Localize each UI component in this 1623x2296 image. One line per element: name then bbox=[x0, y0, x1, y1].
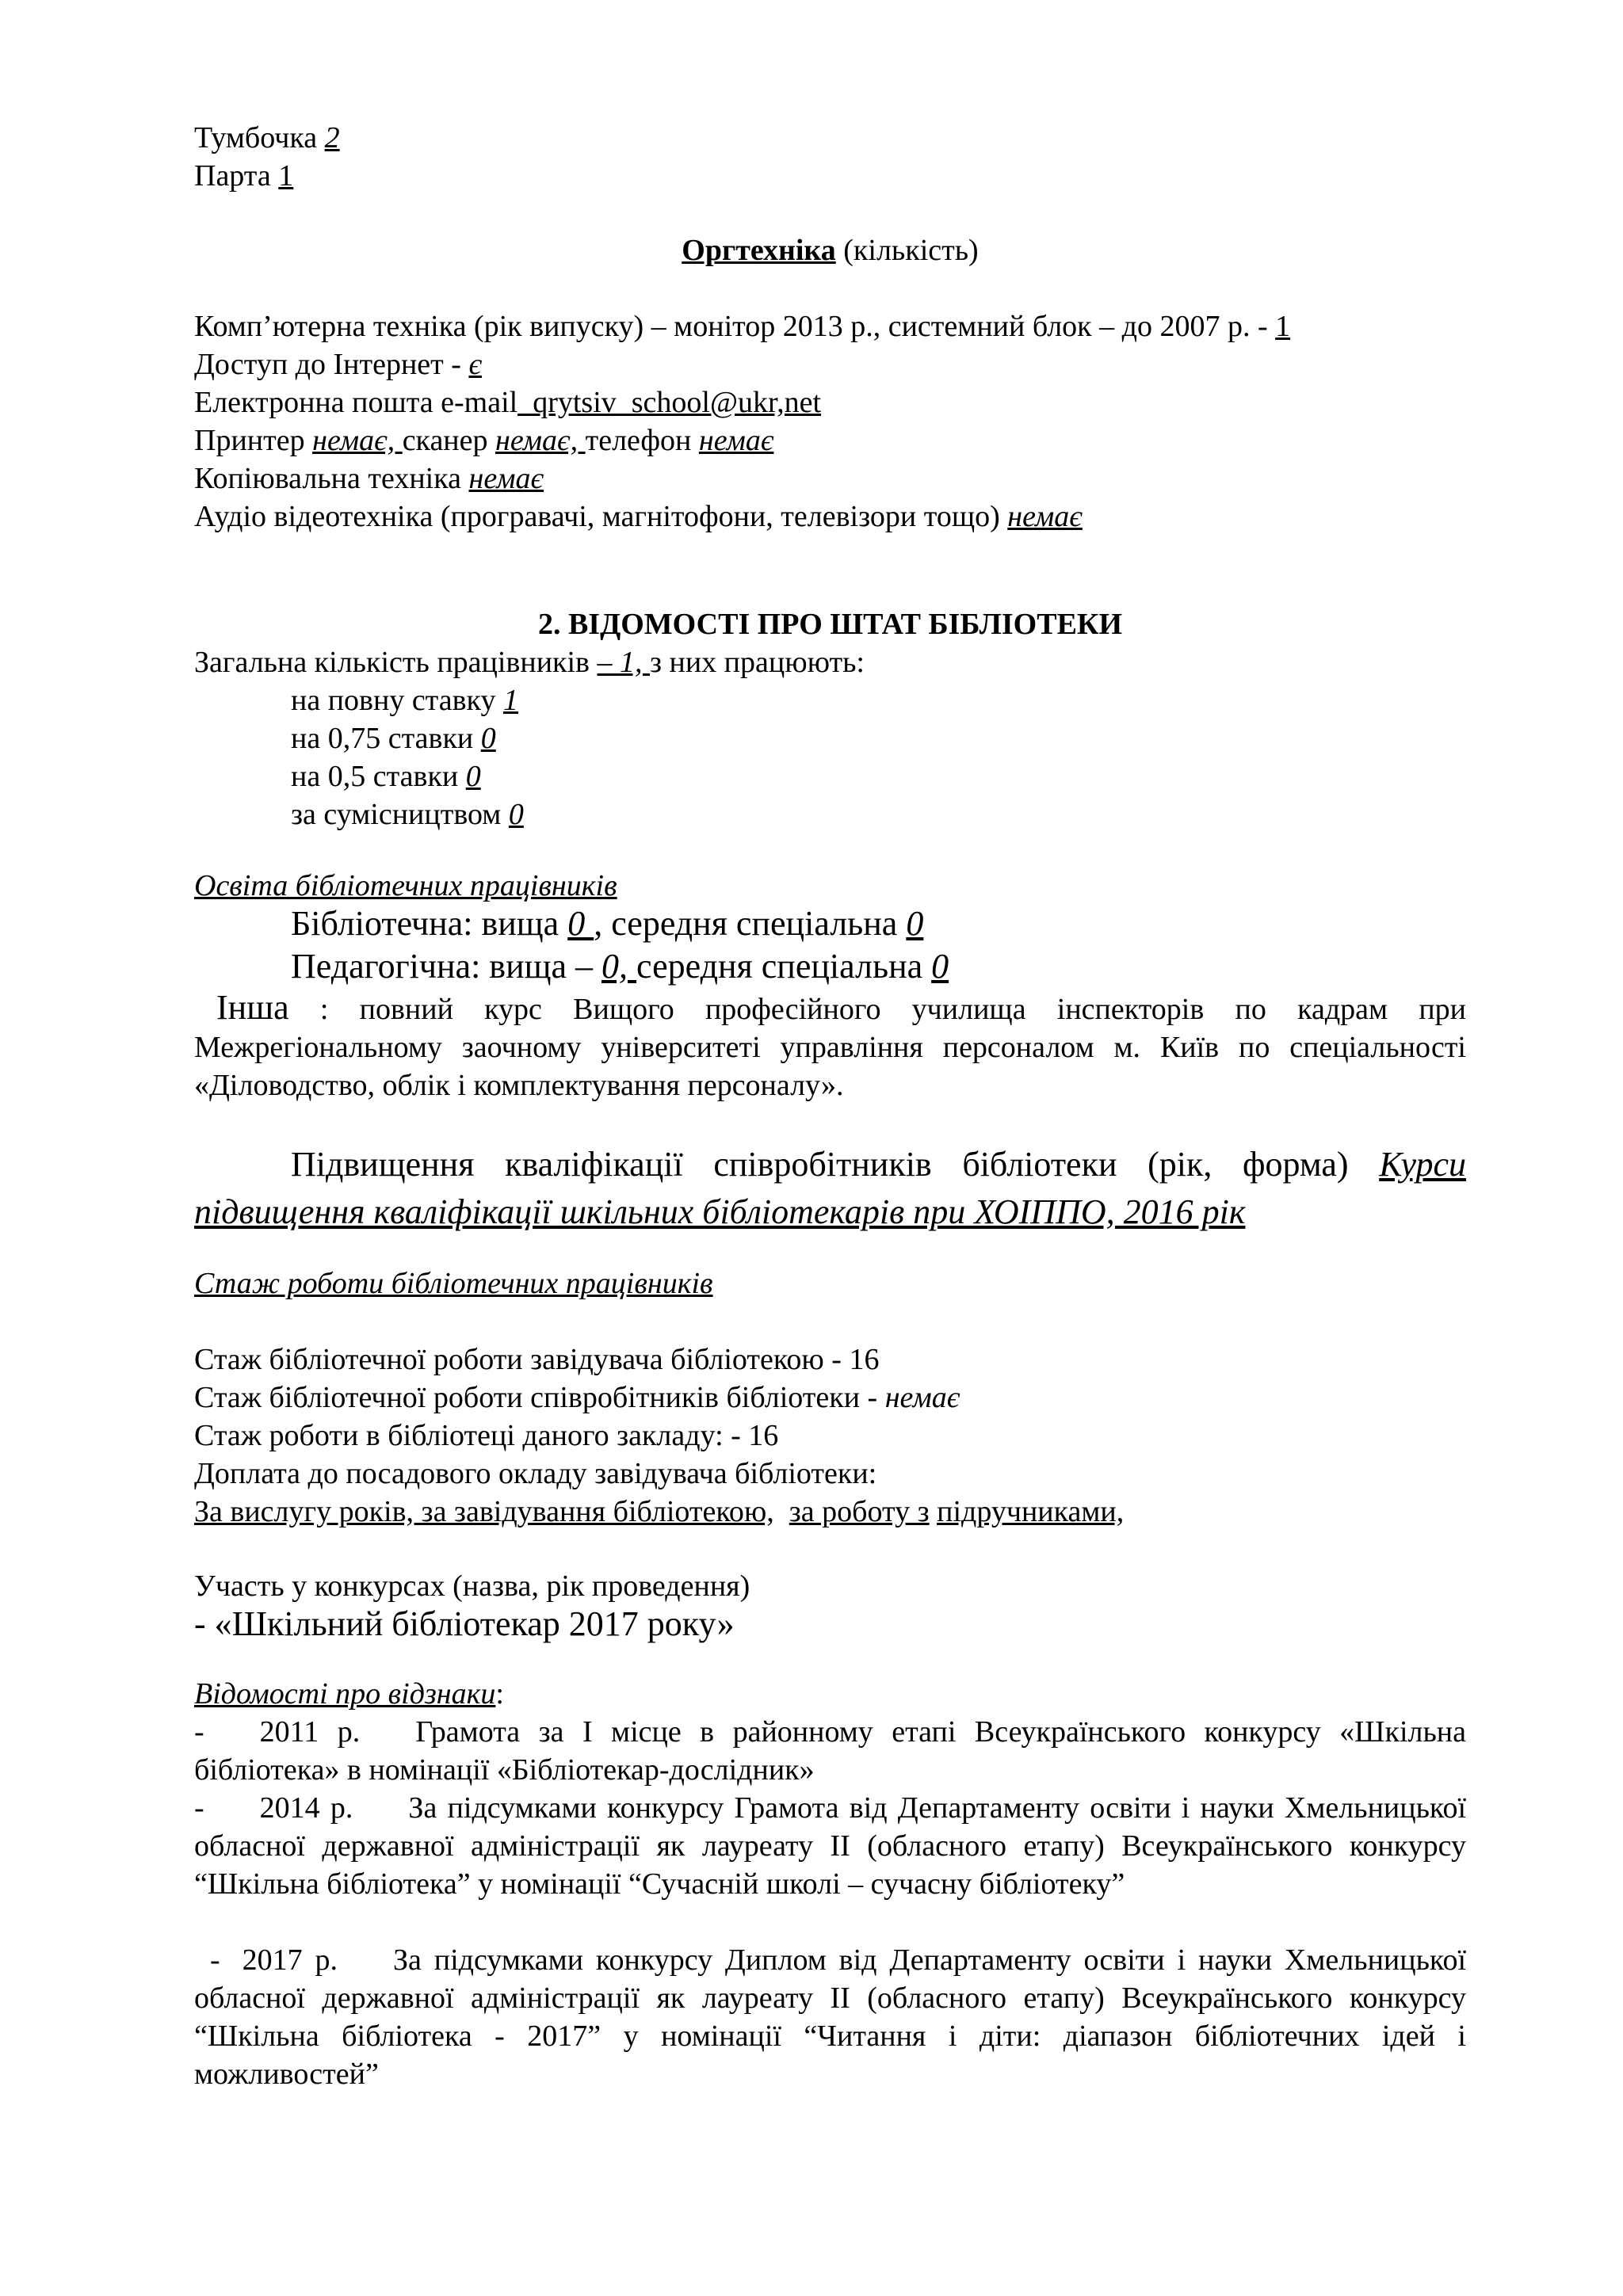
award-text: Грамота за І місце в районному етапі Всеукраїнського конкурсу «Шкільна бібліотека» в номінації «Бібліотекар-дослідник» bbox=[194, 1715, 1467, 1787]
staff-part-line bbox=[194, 795, 524, 833]
education-pedagogical-line bbox=[194, 944, 949, 989]
parta-label: Парта bbox=[194, 159, 279, 193]
qualification-label: Підвищення кваліфікації співробітників бібліотеки (рік, форма) bbox=[291, 1145, 1380, 1184]
scanner-value: немає, bbox=[495, 424, 586, 457]
phone-value: немає bbox=[698, 424, 774, 457]
contests-label: Участь у конкурсах (назва, рік проведення) bbox=[194, 1569, 750, 1603]
staff-full-value: 1 bbox=[503, 684, 518, 717]
bonus-details-line bbox=[194, 1493, 1124, 1531]
experience-heading: Стаж роботи бібліотечних працівників bbox=[194, 1267, 713, 1300]
email-line bbox=[194, 383, 821, 421]
awards-heading-colon: : bbox=[495, 1677, 504, 1711]
education-library-mid: 0 bbox=[906, 904, 924, 943]
av-label: Аудіо відеотехніка (програвачі, магнітофони, телевізори тощо) bbox=[194, 500, 1008, 533]
internet-label: Доступ до Інтернет - bbox=[194, 348, 469, 381]
awards-heading-text: Відомості про відзнаки bbox=[194, 1677, 496, 1711]
education-other-text: : повний курс Вищого професійного училища інспекторів по кадрам при Межрегіональному заочному університеті управління персоналом м. Київ по спеціальності «Діловодство, облік і комплектування персоналу». bbox=[194, 993, 1466, 1102]
education-library-line bbox=[194, 902, 923, 946]
awards-heading bbox=[194, 1675, 504, 1713]
staff-total-line bbox=[194, 643, 865, 681]
printer-line bbox=[194, 421, 773, 460]
printer-label: Принтер bbox=[194, 424, 313, 457]
av-line bbox=[194, 498, 1083, 536]
phone-label: телефон bbox=[585, 424, 699, 457]
internet-value: є bbox=[468, 348, 483, 381]
education-library-higher: 0 bbox=[567, 904, 594, 943]
experience-head-line: Стаж бібліотечної роботи завідувача бібліотекою - 16 bbox=[194, 1343, 880, 1376]
award-text: За підсумками конкурсу Грамота від Департаменту освіти і науки Хмельницької обласної державної адміністрації як лауреату ІІ (обласного етапу) Всеукраїнського конкурсу “Шкільна бібліотека” у номінації “Сучасній школі – сучасну бібліотеку” bbox=[194, 1791, 1467, 1901]
bonus-part-1: За вислугу років, за завідування бібліотекою, bbox=[194, 1495, 774, 1528]
award-year: 2011 р. bbox=[259, 1715, 361, 1749]
award-dash: - bbox=[194, 1791, 204, 1825]
computer-label: Комп’ютерна техніка (рік випуску) – монітор 2013 р., системний блок – до 2007 р. - bbox=[194, 310, 1276, 343]
bonus-part-2: за роботу з bbox=[789, 1495, 930, 1528]
education-pedagogical-mid: 0 bbox=[931, 947, 949, 986]
award-item-2011 bbox=[194, 1713, 1466, 1789]
copier-label: Копіювальна техніка bbox=[194, 462, 469, 495]
internet-line bbox=[194, 345, 482, 383]
staff-075-label: на 0,75 ставки bbox=[291, 722, 481, 755]
experience-staff-line bbox=[194, 1379, 960, 1417]
staff-05-line bbox=[194, 757, 481, 795]
experience-staff-label: Стаж бібліотечної роботи співробітників бібліотеки - bbox=[194, 1381, 885, 1414]
tumbochka-value: 2 bbox=[324, 121, 340, 154]
staff-part-label: за сумісництвом bbox=[291, 798, 509, 831]
email-label: Електронна пошта e-mail bbox=[194, 386, 518, 419]
office-equipment-title: Оргтехніка bbox=[682, 234, 836, 267]
education-pedagogical-mid-label: середня спеціальна bbox=[636, 947, 932, 986]
experience-staff-value: немає bbox=[884, 1381, 960, 1414]
office-equipment-heading bbox=[194, 231, 1466, 269]
tumbochka-line bbox=[194, 119, 340, 157]
office-equipment-note: (кількість) bbox=[835, 234, 979, 267]
bonus-line: Доплата до посадового окладу завідувача бібліотеки: bbox=[194, 1457, 877, 1490]
staff-total-value: – 1, bbox=[597, 646, 650, 679]
education-heading: Освіта бібліотечних працівників bbox=[194, 869, 617, 902]
bonus-part-3: підручниками, bbox=[937, 1495, 1125, 1528]
qualification-paragraph bbox=[194, 1141, 1466, 1236]
education-pedagogical-higher: 0, bbox=[601, 947, 637, 986]
staff-total-suffix: з них працюють: bbox=[650, 646, 865, 679]
computer-line bbox=[194, 307, 1290, 345]
award-text: За підсумками конкурсу Диплом від Департаменту освіти і науки Хмельницької обласної державної адміністрації як лауреату ІІ (обласного етапу) Всеукраїнського конкурсу “Шкільна бібліотека - 2017” у номінації “Читання і діти: діапазон бібліотечних ідей і можливостей” bbox=[194, 1943, 1466, 2091]
staff-full-label: на повну ставку bbox=[291, 684, 503, 717]
education-library-label: Бібліотечна: вища bbox=[291, 904, 568, 943]
printer-value: немає, bbox=[312, 424, 403, 457]
staff-heading: 2. ВІДОМОСТІ ПРО ШТАТ БІБЛІОТЕКИ bbox=[537, 608, 1123, 641]
copier-value: немає bbox=[468, 462, 544, 495]
staff-total-label: Загальна кількість працівників bbox=[194, 646, 598, 679]
scanner-label: сканер bbox=[402, 424, 496, 457]
award-year: 2017 р. bbox=[242, 1943, 338, 1977]
qualification-value: Курси підвищення кваліфікації шкільних бібліотекарів при ХОІППО, 2016 рік bbox=[194, 1145, 1466, 1231]
education-library-mid-label: , середня спеціальна bbox=[594, 904, 907, 943]
experience-here-line: Стаж роботи в бібліотеці даного закладу: - 16 bbox=[194, 1419, 779, 1452]
award-dash: - bbox=[210, 1943, 220, 1977]
award-year: 2014 р. bbox=[259, 1791, 353, 1825]
education-pedagogical-label: Педагогічна: вища – bbox=[291, 947, 602, 986]
staff-05-label: на 0,5 ставки bbox=[291, 760, 466, 793]
email-value: _qrytsiv_school@ukr,net bbox=[517, 386, 822, 419]
staff-05-value: 0 bbox=[465, 760, 481, 793]
av-value: немає bbox=[1007, 500, 1083, 533]
staff-075-line bbox=[194, 719, 496, 757]
parta-value: 1 bbox=[278, 159, 294, 193]
staff-part-value: 0 bbox=[508, 798, 524, 831]
award-item-2017 bbox=[194, 1941, 1466, 2093]
contests-value: - «Шкільний бібліотекар 2017 року» bbox=[194, 1604, 735, 1643]
copier-line bbox=[194, 460, 544, 498]
tumbochka-label: Тумбочка bbox=[194, 121, 325, 154]
staff-full-line bbox=[194, 681, 518, 719]
education-other-paragraph bbox=[194, 989, 1466, 1104]
education-other-label: Інша bbox=[216, 988, 289, 1027]
parta-line bbox=[194, 157, 293, 195]
award-item-2014 bbox=[194, 1789, 1466, 1903]
computer-value: 1 bbox=[1275, 310, 1291, 343]
award-dash: - bbox=[194, 1715, 204, 1749]
staff-075-value: 0 bbox=[480, 722, 496, 755]
